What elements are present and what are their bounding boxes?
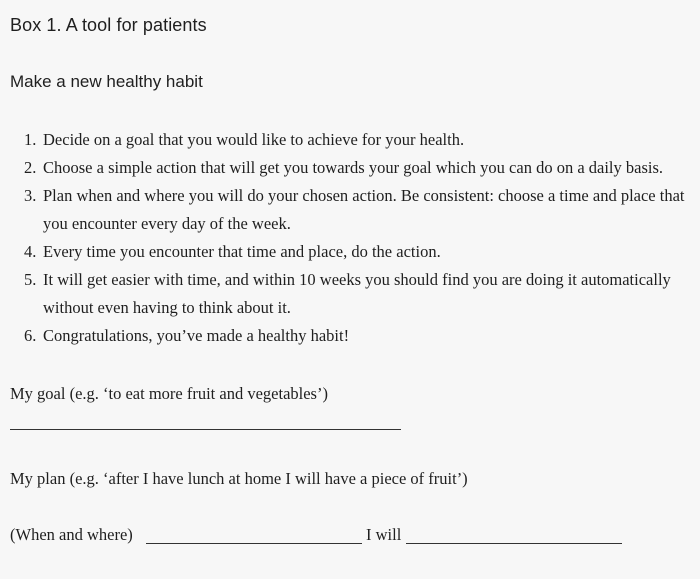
i-will-blank-line[interactable] bbox=[406, 543, 622, 544]
box-subtitle: Make a new healthy habit bbox=[10, 72, 203, 91]
plan-label: My plan (e.g. ‘after I have lunch at home I will have a piece of fruit’) bbox=[10, 469, 468, 488]
list-item bbox=[0, 238, 695, 266]
step-text: Decide on a goal that you would like to achieve for your health. bbox=[43, 130, 465, 149]
step-number: 3. bbox=[24, 186, 37, 205]
step-number: 2. bbox=[24, 158, 37, 177]
step-text: Choose a simple action that will get you towards your goal which you can do on a daily basis. bbox=[43, 158, 664, 177]
step-text: It will get easier with time, and within 10 weeks you should find you are doing it automatically without even having to think about it. bbox=[43, 270, 671, 317]
step-number: 6. bbox=[24, 326, 37, 345]
step-text: Congratulations, you’ve made a healthy habit! bbox=[43, 326, 350, 345]
goal-label: My goal (e.g. ‘to eat more fruit and vegetables’) bbox=[10, 384, 328, 403]
box-title: Box 1. A tool for patients bbox=[10, 15, 207, 35]
list-item bbox=[0, 126, 695, 154]
when-where-label: (When and where) bbox=[10, 525, 133, 544]
list-item bbox=[0, 322, 695, 350]
list-item bbox=[0, 154, 695, 182]
when-where-blank-line[interactable] bbox=[146, 543, 362, 544]
step-number: 5. bbox=[24, 270, 37, 289]
step-number: 1. bbox=[24, 130, 37, 149]
list-item bbox=[0, 266, 695, 322]
goal-blank-line[interactable] bbox=[10, 429, 401, 430]
steps-list bbox=[0, 126, 695, 350]
step-number: 4. bbox=[24, 242, 37, 261]
list-item bbox=[0, 182, 695, 238]
step-text: Every time you encounter that time and place, do the action. bbox=[43, 242, 441, 261]
step-text: Plan when and where you will do your chosen action. Be consistent: choose a time and place that you encounter every day of the week. bbox=[43, 186, 685, 233]
i-will-label: I will bbox=[366, 525, 402, 544]
